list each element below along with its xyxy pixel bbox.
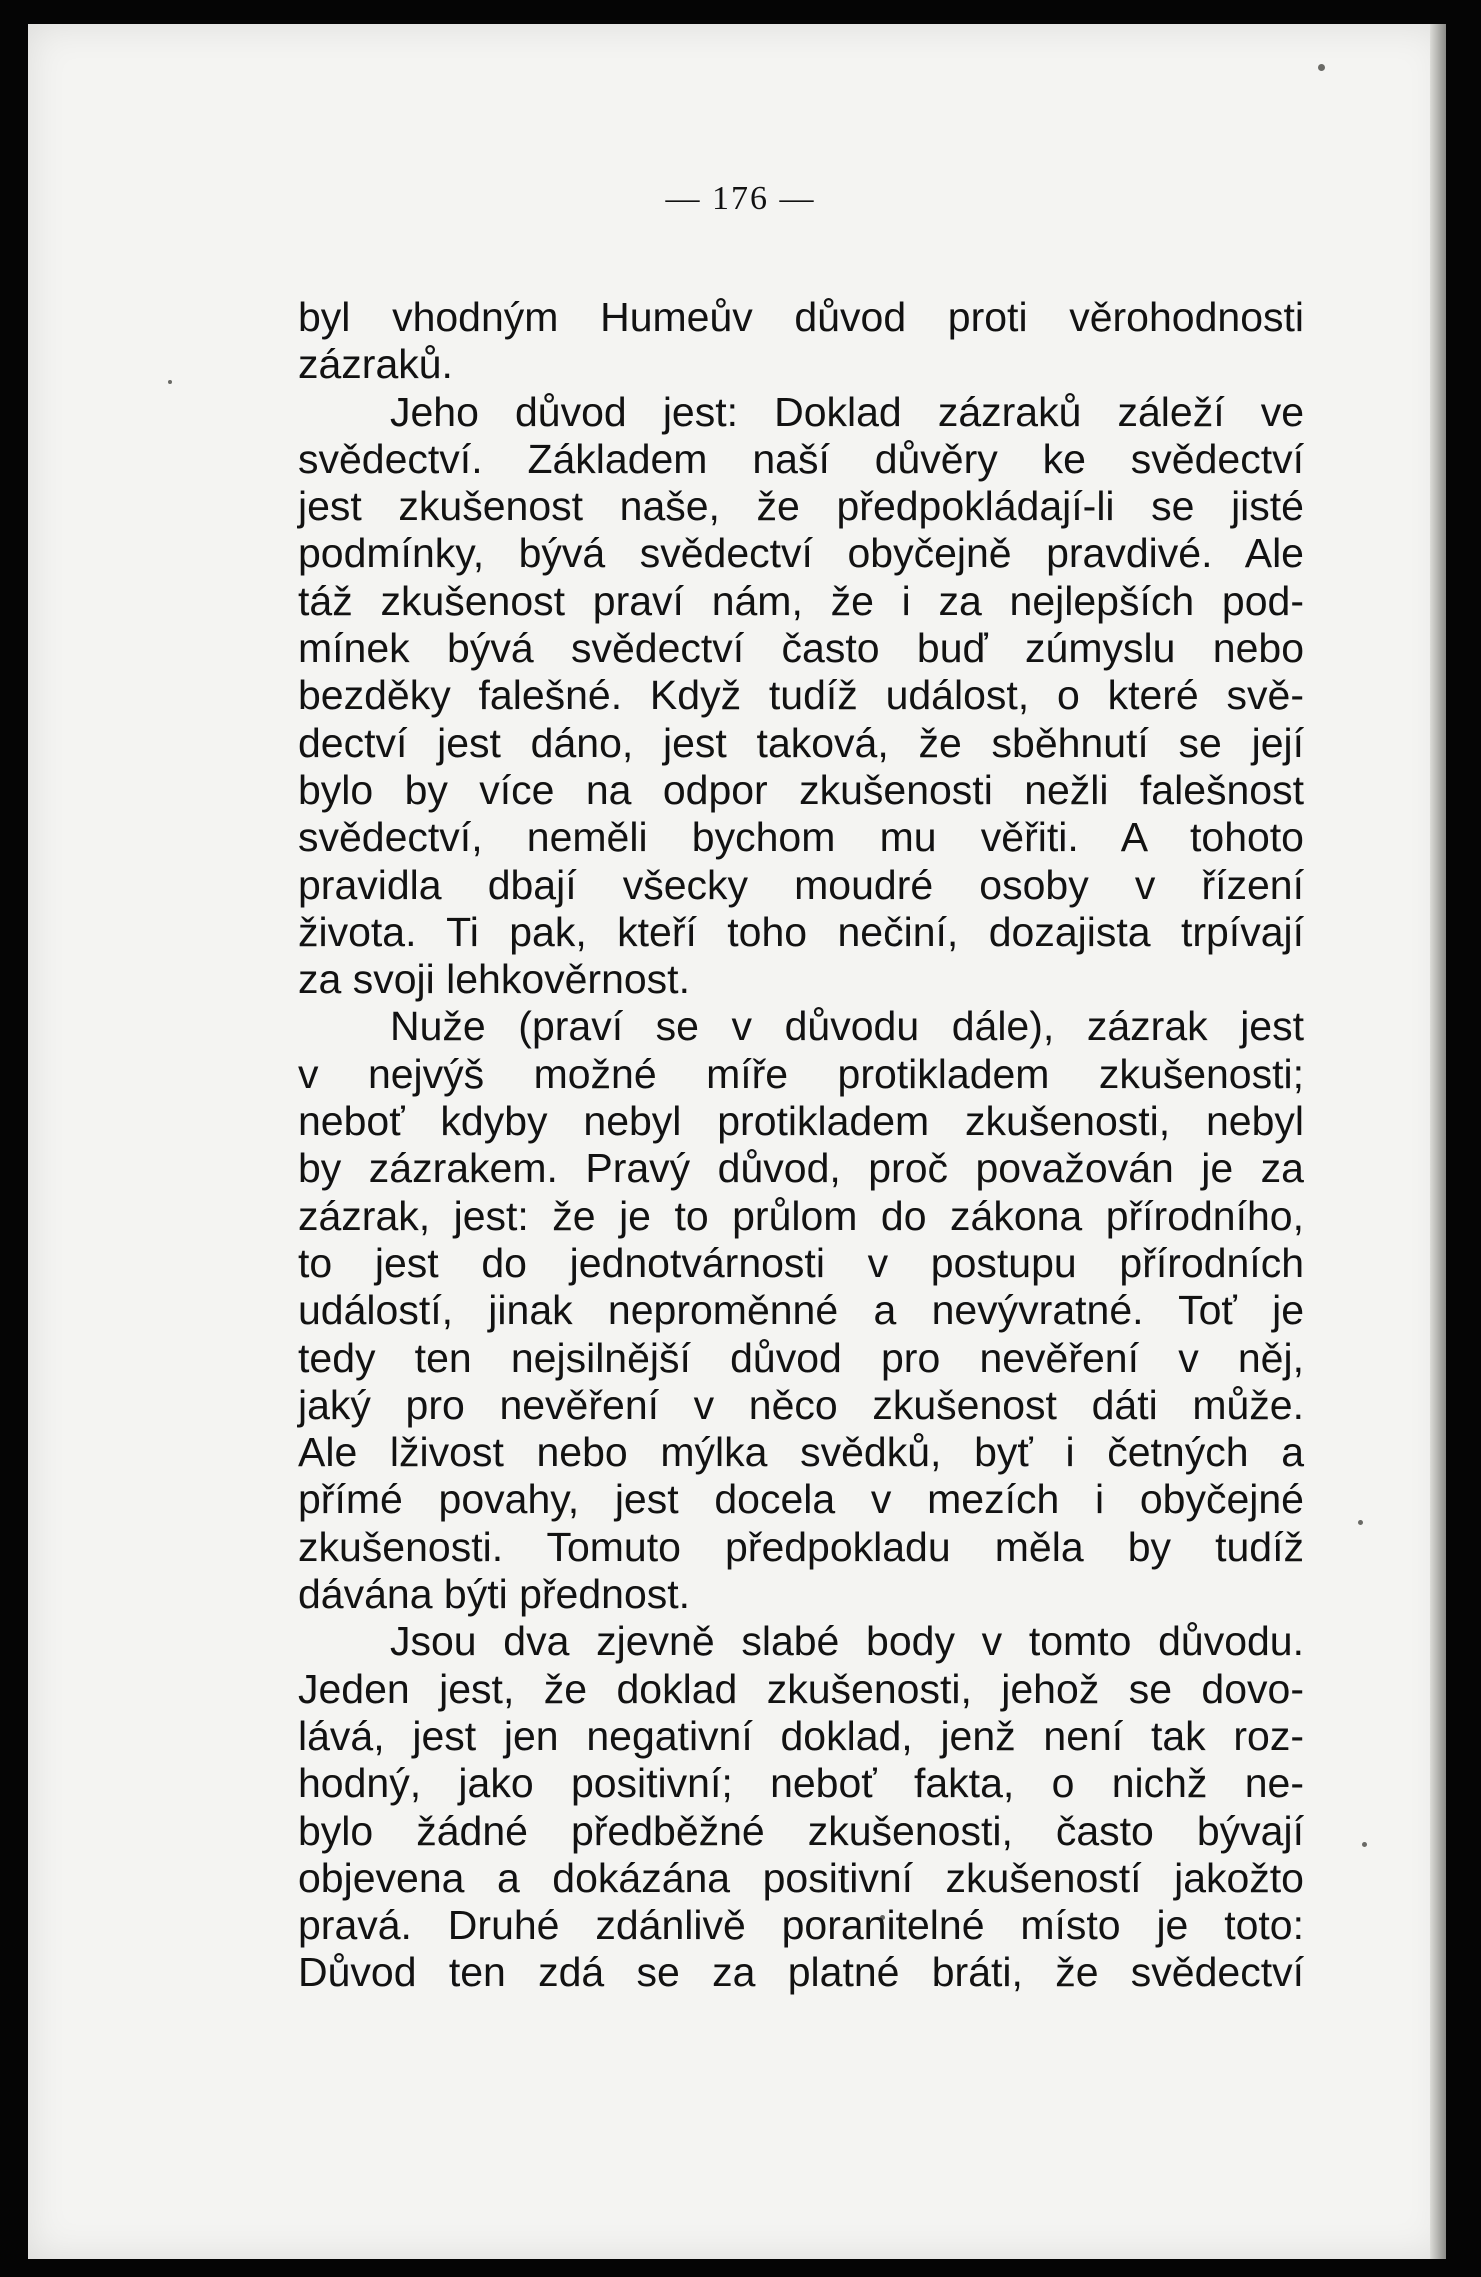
text-line: to jest do jednotvárnosti v postupu přírodních	[298, 1239, 1304, 1286]
text-line: bezděky falešné. Když tudíž událost, o které svě-	[298, 672, 1304, 719]
paper-speck	[168, 380, 172, 384]
text-line: Jsou dva zjevně slabé body v tomto důvodu.	[390, 1618, 1304, 1665]
paragraph-3	[298, 1003, 1304, 1618]
text-line: zázraků.	[298, 341, 453, 388]
text-line: hodný, jako positivní; neboť fakta, o nichž ne-	[298, 1760, 1304, 1807]
paper-speck	[1318, 64, 1325, 71]
text-line: jest zkušenost naše, že předpokládají-li se jisté	[298, 483, 1304, 530]
text-line: bylo žádné předběžné zkušenosti, často bývají	[298, 1807, 1304, 1854]
paragraph-1	[298, 294, 1304, 389]
page-edge-shadow	[1430, 24, 1446, 2259]
text-line: zkušenosti. Tomuto předpokladu měla by tudíž	[298, 1523, 1304, 1570]
text-line: pravidla dbají všecky moudré osoby v řízení	[298, 861, 1304, 908]
text-line: mínek bývá svědectví často buď zúmyslu nebo	[298, 625, 1304, 672]
paper-speck	[1362, 1842, 1367, 1847]
paper-speck	[1358, 1520, 1363, 1525]
paragraph-4	[298, 1618, 1304, 1996]
text-line: Jeden jest, že doklad zkušenosti, jehož se dovo-	[298, 1665, 1304, 1712]
text-line: Nuže (praví se v důvodu dále), zázrak jest	[390, 1003, 1304, 1050]
text-line: tedy ten nejsilnější důvod pro nevěření v něj,	[298, 1334, 1304, 1381]
text-line: událostí, jinak neproměnné a nevývratné. Toť je	[298, 1287, 1304, 1334]
text-line: za svoji lehkověrnost.	[298, 956, 690, 1003]
text-line: by zázrakem. Pravý důvod, proč považován je za	[298, 1145, 1304, 1192]
text-line: Důvod ten zdá se za platné bráti, že svědectví	[298, 1949, 1304, 1996]
text-line: byl vhodným Humeův důvod proti věrohodnosti	[298, 294, 1304, 340]
text-line: objevena a dokázána positivní zkušeností jakožto	[298, 1854, 1304, 1901]
text-line: života. Ti pak, kteří toho nečiní, dozajista trpívají	[298, 908, 1304, 955]
text-line: pravá. Druhé zdánlivě poranitelné místo je toto:	[298, 1902, 1304, 1949]
page-number: — 176 —	[665, 180, 816, 217]
text-line: dectví jest dáno, jest taková, že sběhnutí se její	[298, 719, 1304, 766]
text-line: v nejvýš možné míře protikladem zkušenosti;	[298, 1050, 1304, 1097]
text-line: podmínky, bývá svědectví obyčejně pravdivé. Ale	[298, 530, 1304, 577]
text-line: neboť kdyby nebyl protikladem zkušenosti, nebyl	[298, 1098, 1304, 1145]
text-line: dávána býti přednost.	[298, 1571, 691, 1618]
text-line: svědectví, neměli bychom mu věřiti. A tohoto	[298, 814, 1304, 861]
text-line: táž zkušenost praví nám, že i za nejlepších pod-	[298, 577, 1304, 624]
text-line: přímé povahy, jest docela v mezích i obyčejné	[298, 1476, 1304, 1523]
body-text	[298, 294, 1304, 1997]
paragraph-2	[298, 389, 1304, 1004]
text-line: svědectví. Základem naší důvěry ke svědectví	[298, 435, 1304, 482]
text-line: zázrak, jest: že je to průlom do zákona přírodního,	[298, 1192, 1304, 1239]
text-line: Ale lživost nebo mýlka svědků, byť i četných a	[298, 1429, 1304, 1476]
text-line: lává, jest jen negativní doklad, jenž není tak roz-	[298, 1712, 1304, 1759]
text-line: jaký pro nevěření v něco zkušenost dáti může.	[298, 1381, 1304, 1428]
text-line: Jeho důvod jest: Doklad zázraků záleží ve	[390, 388, 1304, 435]
text-line: bylo by více na odpor zkušenosti nežli falešnost	[298, 766, 1304, 813]
